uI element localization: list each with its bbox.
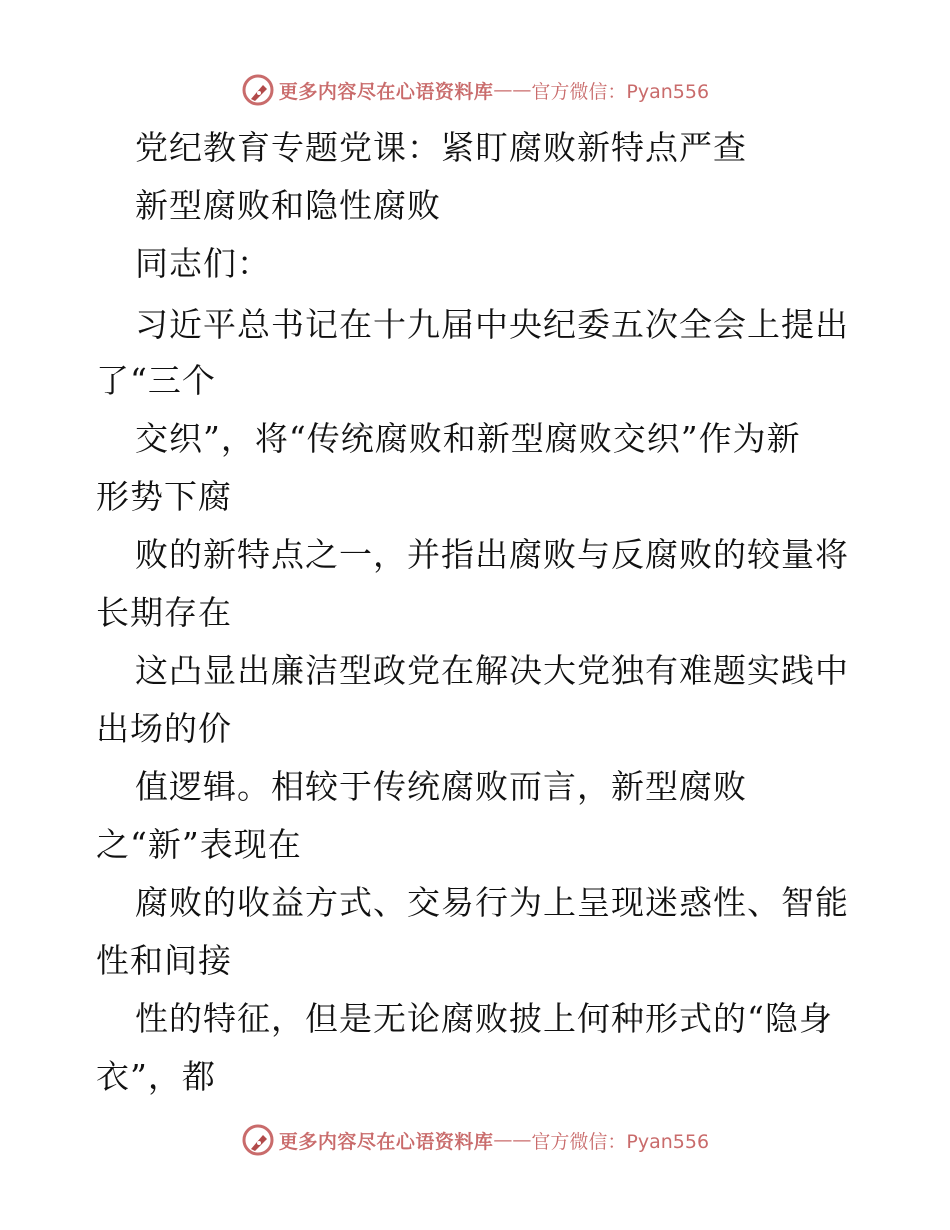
title-line-1: 党纪教育专题党课：紧盯腐败新特点严查: [135, 128, 747, 167]
body-line: 衣”，都: [96, 1057, 216, 1096]
body-line: 性和间接: [96, 941, 232, 980]
body-line: 出场的价: [96, 709, 232, 748]
banner-separator: ——: [493, 79, 532, 101]
body-line: 形势下腐: [96, 477, 232, 516]
banner-separator: ——: [493, 1129, 532, 1151]
footer-banner: [0, 1120, 950, 1160]
body-line: 这凸显出廉洁型政党在解决大党独有难题实践中: [135, 651, 849, 690]
body-line: 习近平总书记在十九届中央纪委五次全会上提出: [135, 305, 849, 344]
pen-nib-circle-icon: [241, 1123, 275, 1157]
pen-nib-circle-icon: [241, 73, 275, 107]
body-line: 之“新”表现在: [96, 825, 302, 864]
body-line: 长期存在: [96, 593, 232, 632]
banner-wechat: 官方微信：Pyan556: [531, 80, 710, 103]
body-line: 值逻辑。相较于传统腐败而言，新型腐败: [135, 767, 747, 806]
body-line: 腐败的收益方式、交易行为上呈现迷惑性、智能: [135, 883, 849, 922]
banner-wechat: 官方微信：Pyan556: [531, 1130, 710, 1153]
header-banner: [0, 70, 950, 110]
body-line: 败的新特点之一，并指出腐败与反腐败的较量将: [135, 535, 849, 574]
body-line: 了“三个: [96, 361, 216, 400]
salutation: 同志们：: [135, 244, 271, 283]
body-line: 性的特征，但是无论腐败披上何种形式的“隐身: [135, 999, 833, 1038]
title-line-2: 新型腐败和隐性腐败: [135, 186, 441, 225]
banner-title: 更多内容尽在心语资料库: [278, 80, 494, 103]
body-line: 交织”，将“传统腐败和新型腐败交织”作为新: [135, 419, 801, 458]
banner-title: 更多内容尽在心语资料库: [278, 1130, 494, 1153]
